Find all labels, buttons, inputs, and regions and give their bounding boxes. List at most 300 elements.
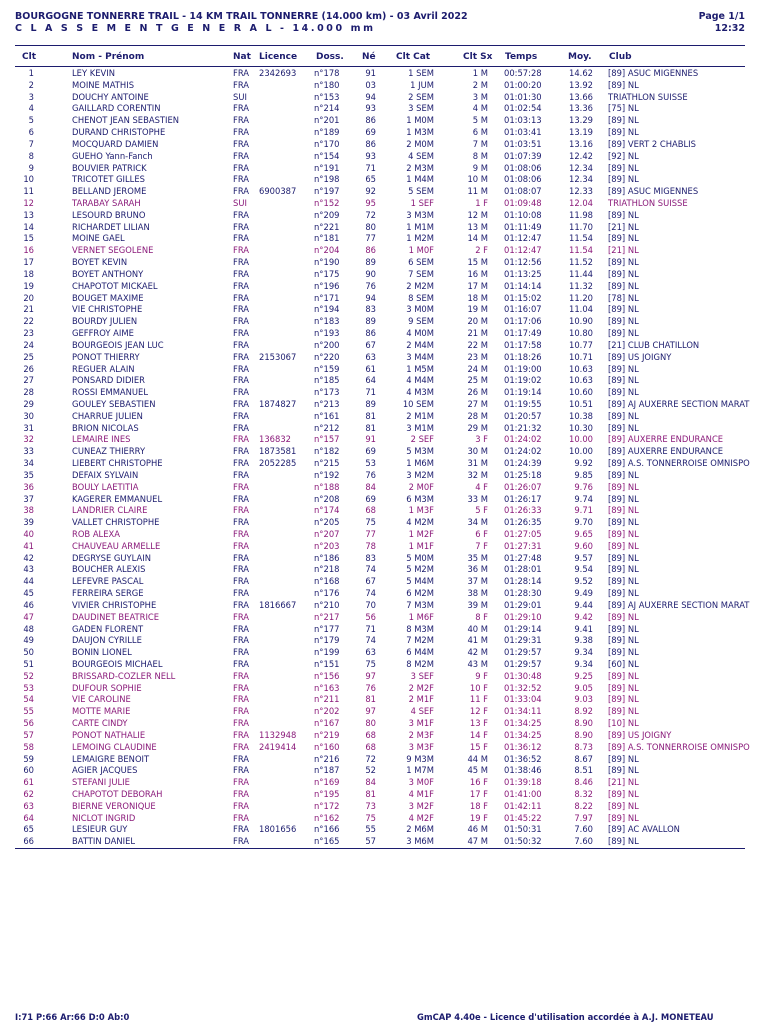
dossard-cell: n°168 bbox=[314, 576, 340, 587]
sex-rank-cell: 17 M bbox=[467, 280, 488, 291]
sex-rank-cell: 46 M bbox=[467, 824, 488, 835]
time-cell: 01:07:39 bbox=[504, 150, 542, 161]
sex-rank-cell: 4 M bbox=[472, 103, 488, 114]
speed-cell: 12.34 bbox=[569, 174, 593, 185]
table-row bbox=[0, 151, 768, 163]
speed-cell: 9.65 bbox=[574, 528, 593, 539]
sex-rank-cell: 40 M bbox=[467, 623, 488, 634]
sex-rank-cell: 12 M bbox=[467, 209, 488, 220]
cat-rank-cell: 5 M0M bbox=[406, 552, 434, 563]
rank-cell: 59 bbox=[23, 753, 34, 764]
nationality-cell: FRA bbox=[233, 186, 250, 197]
club-cell: [89] NL bbox=[608, 387, 639, 398]
col-header-club: Club bbox=[609, 52, 632, 62]
rank-cell: 23 bbox=[23, 328, 34, 339]
name-cell: DOUCHY ANTOINE bbox=[72, 91, 149, 102]
speed-cell: 9.34 bbox=[574, 659, 593, 669]
dossard-cell: n°214 bbox=[314, 103, 340, 114]
sex-rank-cell: 11 F bbox=[469, 694, 488, 705]
dossard-cell: n°193 bbox=[314, 328, 340, 339]
table-row bbox=[0, 210, 768, 222]
club-cell: [89] NL bbox=[608, 316, 639, 327]
speed-cell: 9.38 bbox=[574, 635, 593, 646]
born-cell: 91 bbox=[365, 68, 376, 78]
dossard-cell: n°207 bbox=[314, 528, 340, 539]
table-row bbox=[0, 375, 768, 387]
born-cell: 81 bbox=[365, 422, 376, 433]
born-cell: 68 bbox=[365, 729, 376, 740]
rank-cell: 13 bbox=[23, 209, 34, 220]
time-cell: 01:20:57 bbox=[504, 410, 542, 421]
table-row bbox=[0, 730, 768, 742]
nationality-cell: FRA bbox=[233, 328, 250, 339]
name-cell: LANDRIER CLAIRE bbox=[72, 505, 148, 516]
speed-cell: 11.54 bbox=[569, 233, 593, 244]
nationality-cell: FRA bbox=[233, 552, 250, 563]
speed-cell: 11.98 bbox=[569, 209, 593, 220]
cat-rank-cell: 2 SEM bbox=[408, 91, 434, 102]
cat-rank-cell: 2 SEF bbox=[410, 434, 434, 445]
name-cell: BOUGET MAXIME bbox=[72, 292, 144, 303]
club-cell: [89] A.S. TONNERROISE OMNISPO bbox=[608, 458, 750, 469]
time-cell: 01:29:57 bbox=[504, 647, 542, 658]
dossard-cell: n°205 bbox=[314, 517, 340, 528]
speed-cell: 13.92 bbox=[569, 79, 593, 90]
time-cell: 01:12:47 bbox=[504, 245, 542, 256]
licence-cell: 2419414 bbox=[259, 741, 297, 752]
speed-cell: 11.44 bbox=[569, 268, 593, 279]
club-cell: [21] NL bbox=[608, 221, 639, 232]
dossard-cell: n°157 bbox=[314, 434, 340, 445]
rank-cell: 60 bbox=[23, 765, 34, 776]
speed-cell: 10.00 bbox=[569, 434, 593, 445]
sex-rank-cell: 16 F bbox=[469, 777, 488, 788]
cat-rank-cell: 4 SEF bbox=[410, 706, 434, 717]
club-cell: [89] NL bbox=[608, 528, 639, 539]
born-cell: 69 bbox=[365, 446, 376, 457]
born-cell: 94 bbox=[365, 91, 376, 102]
dossard-cell: n°160 bbox=[314, 741, 340, 752]
dossard-cell: n°220 bbox=[314, 351, 340, 362]
cat-rank-cell: 3 M0M bbox=[406, 304, 434, 315]
time-cell: 01:28:30 bbox=[504, 588, 542, 599]
name-cell: NICLOT INGRID bbox=[72, 812, 136, 823]
born-cell: 76 bbox=[365, 469, 376, 480]
club-cell: [89] ASUC MIGENNES bbox=[608, 186, 699, 197]
cat-rank-cell: 1 M1F bbox=[408, 540, 434, 551]
club-cell: [89] NL bbox=[608, 209, 639, 220]
rank-cell: 1 bbox=[28, 68, 34, 78]
club-cell: [89] NL bbox=[608, 517, 639, 528]
speed-cell: 9.57 bbox=[574, 552, 593, 563]
sex-rank-cell: 8 F bbox=[475, 611, 488, 622]
rank-cell: 61 bbox=[23, 777, 34, 788]
name-cell: FERREIRA SERGE bbox=[72, 588, 144, 599]
table-row bbox=[0, 269, 768, 281]
speed-cell: 9.76 bbox=[574, 481, 593, 492]
time-cell: 01:24:39 bbox=[504, 458, 542, 469]
club-cell: [89] NL bbox=[608, 493, 639, 504]
sex-rank-cell: 8 M bbox=[472, 150, 488, 161]
time-cell: 01:19:14 bbox=[504, 387, 542, 398]
time-cell: 01:28:14 bbox=[504, 576, 542, 587]
dossard-cell: n°182 bbox=[314, 446, 340, 457]
table-row bbox=[0, 612, 768, 624]
speed-cell: 13.19 bbox=[569, 127, 593, 138]
time-cell: 01:03:41 bbox=[504, 127, 542, 138]
cat-rank-cell: 3 M3F bbox=[408, 741, 434, 752]
name-cell: MOTTE MARIE bbox=[72, 706, 131, 717]
time-cell: 01:29:31 bbox=[504, 635, 542, 646]
dossard-cell: n°211 bbox=[314, 694, 340, 705]
table-row bbox=[0, 635, 768, 647]
nationality-cell: FRA bbox=[233, 304, 250, 315]
header-rule-bottom bbox=[15, 66, 745, 67]
cat-rank-cell: 6 M3M bbox=[406, 493, 434, 504]
cat-rank-cell: 8 M2M bbox=[406, 659, 434, 669]
name-cell: BRION NICOLAS bbox=[72, 422, 139, 433]
speed-cell: 11.70 bbox=[569, 221, 593, 232]
speed-cell: 7.60 bbox=[574, 836, 593, 847]
cat-rank-cell: 5 SEM bbox=[408, 186, 434, 197]
time-cell: 01:10:08 bbox=[504, 209, 542, 220]
licence-cell: 1816667 bbox=[259, 599, 297, 610]
sex-rank-cell: 12 F bbox=[469, 706, 488, 717]
born-cell: 69 bbox=[365, 127, 376, 138]
born-cell: 75 bbox=[365, 812, 376, 823]
name-cell: DEFAIX SYLVAIN bbox=[72, 469, 139, 480]
dossard-cell: n°162 bbox=[314, 812, 340, 823]
rank-cell: 62 bbox=[23, 789, 34, 800]
club-cell: [89] NL bbox=[608, 635, 639, 646]
rank-cell: 2 bbox=[28, 79, 34, 90]
speed-cell: 13.66 bbox=[569, 91, 593, 102]
cat-rank-cell: 2 M2M bbox=[406, 280, 434, 291]
dossard-cell: n°173 bbox=[314, 387, 340, 398]
sex-rank-cell: 4 F bbox=[475, 481, 488, 492]
speed-cell: 13.36 bbox=[569, 103, 593, 114]
time-cell: 01:29:14 bbox=[504, 623, 542, 634]
sex-rank-cell: 43 M bbox=[467, 659, 488, 669]
dossard-cell: n°190 bbox=[314, 257, 340, 268]
born-cell: 69 bbox=[365, 493, 376, 504]
born-cell: 71 bbox=[365, 387, 376, 398]
table-row bbox=[0, 494, 768, 506]
born-cell: 97 bbox=[365, 706, 376, 717]
speed-cell: 9.25 bbox=[574, 670, 593, 681]
rank-cell: 35 bbox=[23, 469, 34, 480]
nationality-cell: FRA bbox=[233, 670, 250, 681]
sex-rank-cell: 21 M bbox=[467, 328, 488, 339]
time-cell: 01:09:48 bbox=[504, 198, 542, 209]
cat-rank-cell: 2 M2F bbox=[408, 682, 434, 693]
rank-cell: 32 bbox=[23, 434, 34, 445]
rank-cell: 4 bbox=[28, 103, 34, 114]
club-cell: [89] NL bbox=[608, 588, 639, 599]
time-cell: 01:16:07 bbox=[504, 304, 542, 315]
club-cell: [89] NL bbox=[608, 469, 639, 480]
table-row bbox=[0, 801, 768, 813]
speed-cell: 14.62 bbox=[569, 68, 593, 78]
born-cell: 75 bbox=[365, 517, 376, 528]
born-cell: 56 bbox=[365, 611, 376, 622]
nationality-cell: FRA bbox=[233, 599, 250, 610]
col-header-time: Temps bbox=[505, 52, 538, 62]
club-cell: [89] NL bbox=[608, 422, 639, 433]
dossard-cell: n°175 bbox=[314, 268, 340, 279]
table-row bbox=[0, 588, 768, 600]
born-cell: 57 bbox=[365, 836, 376, 847]
nationality-cell: FRA bbox=[233, 647, 250, 658]
dossard-cell: n°216 bbox=[314, 753, 340, 764]
club-cell: [89] NL bbox=[608, 162, 639, 173]
rank-cell: 10 bbox=[23, 174, 34, 185]
cat-rank-cell: 4 M4M bbox=[406, 375, 434, 386]
club-cell: [89] NL bbox=[608, 481, 639, 492]
time-cell: 01:15:02 bbox=[504, 292, 542, 303]
nationality-cell: FRA bbox=[233, 458, 250, 469]
dossard-cell: n°177 bbox=[314, 623, 340, 634]
name-cell: DAUDINET BEATRICE bbox=[72, 611, 160, 622]
nationality-cell: FRA bbox=[233, 351, 250, 362]
rank-cell: 49 bbox=[23, 635, 34, 646]
sex-rank-cell: 14 F bbox=[469, 729, 488, 740]
cat-rank-cell: 6 SEM bbox=[408, 257, 434, 268]
time-cell: 01:00:20 bbox=[504, 79, 542, 90]
table-row bbox=[0, 836, 768, 848]
licence-cell: 2052285 bbox=[259, 458, 297, 469]
dossard-cell: n°180 bbox=[314, 79, 340, 90]
club-cell: [89] NL bbox=[608, 694, 639, 705]
rank-cell: 27 bbox=[23, 375, 34, 386]
club-cell: [89] NL bbox=[608, 233, 639, 244]
sex-rank-cell: 28 M bbox=[467, 410, 488, 421]
speed-cell: 9.34 bbox=[574, 647, 593, 658]
time-cell: 01:26:33 bbox=[504, 505, 542, 516]
dossard-cell: n°154 bbox=[314, 150, 340, 161]
sex-rank-cell: 10 F bbox=[469, 682, 488, 693]
dossard-cell: n°172 bbox=[314, 800, 340, 811]
club-cell: [89] US JOIGNY bbox=[608, 351, 672, 362]
time-cell: 01:27:05 bbox=[504, 528, 542, 539]
name-cell: BOUVIER PATRICK bbox=[72, 162, 147, 173]
name-cell: BELLAND JEROME bbox=[72, 186, 147, 197]
speed-cell: 9.42 bbox=[574, 611, 593, 622]
time-cell: 01:19:02 bbox=[504, 375, 542, 386]
dossard-cell: n°187 bbox=[314, 765, 340, 776]
table-row bbox=[0, 139, 768, 151]
table-row bbox=[0, 659, 768, 671]
dossard-cell: n°210 bbox=[314, 599, 340, 610]
licence-cell: 1132948 bbox=[259, 729, 297, 740]
club-cell: [89] NL bbox=[608, 670, 639, 681]
nationality-cell: FRA bbox=[233, 68, 250, 78]
sex-rank-cell: 5 M bbox=[472, 115, 488, 126]
col-header-nat: Nat bbox=[233, 52, 251, 62]
time-cell: 01:24:02 bbox=[504, 446, 542, 457]
time-cell: 01:41:00 bbox=[504, 789, 542, 800]
born-cell: 65 bbox=[365, 174, 376, 185]
dossard-cell: n°218 bbox=[314, 564, 340, 575]
nationality-cell: FRA bbox=[233, 659, 250, 669]
club-cell: [89] ASUC MIGENNES bbox=[608, 68, 699, 78]
rank-cell: 16 bbox=[23, 245, 34, 256]
table-row bbox=[0, 777, 768, 789]
dossard-cell: n°192 bbox=[314, 469, 340, 480]
table-row bbox=[0, 92, 768, 104]
sex-rank-cell: 30 M bbox=[467, 446, 488, 457]
cat-rank-cell: 5 M4M bbox=[406, 576, 434, 587]
sex-rank-cell: 19 M bbox=[467, 304, 488, 315]
page-number: Page 1/1 bbox=[698, 11, 745, 22]
sex-rank-cell: 35 M bbox=[467, 552, 488, 563]
sex-rank-cell: 24 M bbox=[467, 363, 488, 374]
name-cell: AGIER JACQUES bbox=[72, 765, 138, 776]
name-cell: BIERNE VERONIQUE bbox=[72, 800, 156, 811]
rank-cell: 45 bbox=[23, 588, 34, 599]
sex-rank-cell: 45 M bbox=[467, 765, 488, 776]
speed-cell: 9.54 bbox=[574, 564, 593, 575]
name-cell: ROB ALEXA bbox=[72, 528, 120, 539]
club-cell: [21] CLUB CHATILLON bbox=[608, 339, 700, 350]
name-cell: PONOT NATHALIE bbox=[72, 729, 146, 740]
nationality-cell: FRA bbox=[233, 824, 250, 835]
time-cell: 01:08:06 bbox=[504, 174, 542, 185]
club-cell: [89] NL bbox=[608, 505, 639, 516]
dossard-cell: n°181 bbox=[314, 233, 340, 244]
time-cell: 01:34:25 bbox=[504, 729, 542, 740]
born-cell: 84 bbox=[365, 481, 376, 492]
born-cell: 89 bbox=[365, 316, 376, 327]
name-cell: CHAPOTOT MICKAEL bbox=[72, 280, 158, 291]
dossard-cell: n°215 bbox=[314, 458, 340, 469]
rank-cell: 14 bbox=[23, 221, 34, 232]
nationality-cell: FRA bbox=[233, 718, 250, 729]
time-cell: 01:29:10 bbox=[504, 611, 542, 622]
time-cell: 01:13:25 bbox=[504, 268, 542, 279]
club-cell: [60] NL bbox=[608, 659, 639, 669]
nationality-cell: FRA bbox=[233, 398, 250, 409]
time-cell: 01:14:14 bbox=[504, 280, 542, 291]
time-cell: 01:19:00 bbox=[504, 363, 542, 374]
club-cell: [21] NL bbox=[608, 777, 639, 788]
table-row bbox=[0, 222, 768, 234]
rank-cell: 46 bbox=[23, 599, 34, 610]
born-cell: 91 bbox=[365, 434, 376, 445]
licence-cell: 2153067 bbox=[259, 351, 297, 362]
club-cell: [89] NL bbox=[608, 268, 639, 279]
name-cell: BOYET ANTHONY bbox=[72, 268, 144, 279]
licence-cell: 2342693 bbox=[259, 68, 297, 78]
cat-rank-cell: 1 M6M bbox=[406, 458, 434, 469]
born-cell: 94 bbox=[365, 292, 376, 303]
dossard-cell: n°203 bbox=[314, 540, 340, 551]
table-end-rule bbox=[15, 848, 745, 849]
cat-rank-cell: 10 SEM bbox=[402, 398, 434, 409]
sex-rank-cell: 15 F bbox=[469, 741, 488, 752]
table-row bbox=[0, 765, 768, 777]
cat-rank-cell: 3 M4M bbox=[406, 351, 434, 362]
cat-rank-cell: 3 M1F bbox=[408, 718, 434, 729]
name-cell: GAILLARD CORENTIN bbox=[72, 103, 161, 114]
table-row bbox=[0, 423, 768, 435]
club-cell: [78] NL bbox=[608, 292, 639, 303]
cat-rank-cell: 9 M3M bbox=[406, 753, 434, 764]
table-row bbox=[0, 186, 768, 198]
name-cell: LEMAIGRE BENOIT bbox=[72, 753, 150, 764]
speed-cell: 10.38 bbox=[569, 410, 593, 421]
nationality-cell: FRA bbox=[233, 635, 250, 646]
born-cell: 67 bbox=[365, 576, 376, 587]
club-cell: [89] NL bbox=[608, 363, 639, 374]
table-row bbox=[0, 340, 768, 352]
rank-cell: 8 bbox=[28, 150, 34, 161]
born-cell: 63 bbox=[365, 351, 376, 362]
table-row bbox=[0, 624, 768, 636]
sex-rank-cell: 1 F bbox=[475, 198, 488, 209]
dossard-cell: n°217 bbox=[314, 611, 340, 622]
rank-cell: 28 bbox=[23, 387, 34, 398]
time-cell: 01:21:32 bbox=[504, 422, 542, 433]
born-cell: 70 bbox=[365, 599, 376, 610]
rank-cell: 33 bbox=[23, 446, 34, 457]
name-cell: LESIEUR GUY bbox=[72, 824, 128, 835]
born-cell: 74 bbox=[365, 588, 376, 599]
born-cell: 74 bbox=[365, 564, 376, 575]
time-cell: 01:17:49 bbox=[504, 328, 542, 339]
cat-rank-cell: 2 M3M bbox=[406, 162, 434, 173]
speed-cell: 9.70 bbox=[574, 517, 593, 528]
rank-cell: 65 bbox=[23, 824, 34, 835]
time-cell: 01:36:52 bbox=[504, 753, 542, 764]
licence-cell: 1874827 bbox=[259, 398, 297, 409]
cat-rank-cell: 2 M0M bbox=[406, 138, 434, 149]
time-cell: 01:08:06 bbox=[504, 162, 542, 173]
table-row bbox=[0, 813, 768, 825]
table-row bbox=[0, 600, 768, 612]
rank-cell: 6 bbox=[28, 127, 34, 138]
table-row bbox=[0, 683, 768, 695]
club-cell: [89] NL bbox=[608, 576, 639, 587]
time-cell: 01:29:01 bbox=[504, 599, 542, 610]
cat-rank-cell: 2 M3F bbox=[408, 729, 434, 740]
sex-rank-cell: 27 M bbox=[467, 398, 488, 409]
table-row bbox=[0, 115, 768, 127]
table-row bbox=[0, 458, 768, 470]
club-cell: [89] NL bbox=[608, 328, 639, 339]
born-cell: 80 bbox=[365, 221, 376, 232]
table-row bbox=[0, 789, 768, 801]
rank-cell: 36 bbox=[23, 481, 34, 492]
nationality-cell: FRA bbox=[233, 115, 250, 126]
sex-rank-cell: 14 M bbox=[467, 233, 488, 244]
rank-cell: 11 bbox=[23, 186, 34, 197]
speed-cell: 9.03 bbox=[574, 694, 593, 705]
cat-rank-cell: 4 M2F bbox=[408, 812, 434, 823]
club-cell: [89] NL bbox=[608, 375, 639, 386]
nationality-cell: FRA bbox=[233, 138, 250, 149]
table-row bbox=[0, 411, 768, 423]
rank-cell: 39 bbox=[23, 517, 34, 528]
time-cell: 01:38:46 bbox=[504, 765, 542, 776]
speed-cell: 9.92 bbox=[574, 458, 593, 469]
rank-cell: 31 bbox=[23, 422, 34, 433]
nationality-cell: FRA bbox=[233, 245, 250, 256]
rank-cell: 48 bbox=[23, 623, 34, 634]
rank-cell: 15 bbox=[23, 233, 34, 244]
born-cell: 86 bbox=[365, 115, 376, 126]
nationality-cell: FRA bbox=[233, 505, 250, 516]
